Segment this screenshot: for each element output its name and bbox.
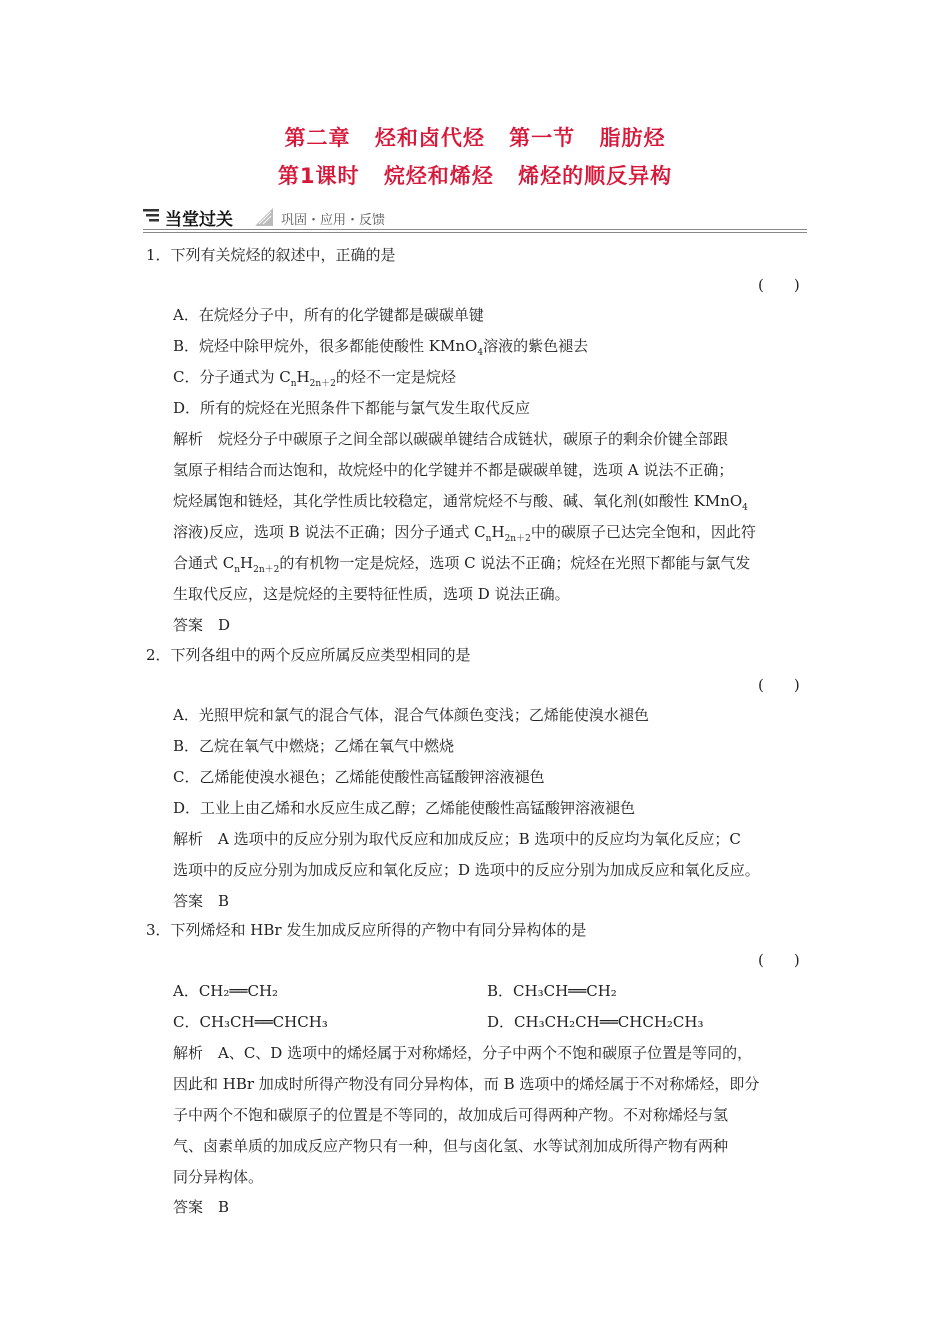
q2-explanation: 选项中的反应分别为加成反应和氧化反应；D 选项中的反应分别为加成反应和氧化反应。 xyxy=(173,861,760,879)
q3-explanation: 气、卤素单质的加成反应产物只有一种，但与卤化氢、水等试剂加成所得产物有两种 xyxy=(173,1137,729,1155)
q1-answer: 答案 D xyxy=(173,616,231,634)
chapter-label: 第二章 xyxy=(284,126,351,150)
q2-stem: 2．下列各组中的两个反应所属反应类型相同的是 xyxy=(146,646,471,664)
q1-option-c: C．分子通式为 $C_nH_{2n+2}$的烃不一定是烷烃 xyxy=(173,368,456,389)
banner-rule xyxy=(143,229,807,230)
lesson-title xyxy=(0,160,950,190)
q1-answer-blank: ( ) xyxy=(758,276,800,294)
section-label: 第一节 xyxy=(509,126,576,150)
q1-option-d: D．所有的烷烃在光照条件下都能与氯气发生取代反应 xyxy=(173,399,531,417)
q1-stem: 1．下列有关烷烃的叙述中，正确的是 xyxy=(146,246,396,264)
section-banner xyxy=(143,205,807,231)
stripes-icon xyxy=(143,208,159,224)
q3-option-b: B．CH₃CH══CH₂ xyxy=(487,982,617,1000)
q2-option-b: B．乙烷在氧气中燃烧；乙烯在氧气中燃烧 xyxy=(173,737,455,755)
banner-title: 当堂过关 xyxy=(165,210,233,230)
q2-answer-blank: ( ) xyxy=(758,676,800,694)
q3-answer-blank: ( ) xyxy=(758,951,800,969)
triangle-icon xyxy=(255,208,273,226)
q1-explanation: 氢原子相结合而达饱和，故烷烃中的化学键并不都是碳碳单键，选项 A 说法不正确； xyxy=(173,461,734,479)
lesson-label: 第1课时 xyxy=(277,164,360,188)
q1-option-a: A．在烷烃分子中，所有的化学键都是碳碳单键 xyxy=(173,306,484,324)
q2-option-d: D．工业上由乙烯和水反应生成乙醇；乙烯能使酸性高锰酸钾溶液褪色 xyxy=(173,799,636,817)
lesson-topic-1: 烷烃和烯烃 xyxy=(383,164,494,188)
q2-explanation: 解析 A 选项中的反应分别为取代反应和加成反应；B 选项中的反应均为氧化反应；C xyxy=(173,830,741,848)
q1-explanation: 烷烃属饱和链烃，其化学性质比较稳定，通常烷烃不与酸、碱、氧化剂(如酸性 KMnO$_4$ xyxy=(173,492,748,513)
q1-explanation: 生取代反应，这是烷烃的主要特征性质，选项 D 说法正确。 xyxy=(173,585,570,603)
chapter-title xyxy=(0,122,950,152)
q1-explanation: 解析 烷烃分子中碳原子之间全部以碳碳单键结合成链状，碳原子的剩余价键全部跟 xyxy=(173,430,729,448)
q2-option-a: A．光照甲烷和氯气的混合气体，混合气体颜色变浅；乙烯能使溴水褪色 xyxy=(173,706,649,724)
q2-answer: 答案 B xyxy=(173,892,230,910)
q3-explanation: 解析 A、C、D 选项中的烯烃属于对称烯烃，分子中两个不饱和碳原子位置是等同的， xyxy=(173,1044,753,1062)
q2-option-c: C．乙烯能使溴水褪色；乙烯能使酸性高锰酸钾溶液褪色 xyxy=(173,768,545,786)
q3-answer: 答案 B xyxy=(173,1198,230,1216)
chapter-name: 烃和卤代烃 xyxy=(374,126,485,150)
banner-subtitle: 巩固・应用・反馈 xyxy=(281,213,386,228)
q3-explanation: 同分异构体。 xyxy=(173,1168,264,1186)
q3-explanation: 因此和 HBr 加成时所得产物没有同分异构体，而 B 选项中的烯烃属于不对称烯烃，即分 xyxy=(173,1075,760,1093)
q1-explanation: 溶液)反应，选项 B 说法不正确；因分子通式 $C_nH_{2n+2}$中的碳原子已达完全饱和，因此符 xyxy=(173,523,756,544)
banner-rule xyxy=(143,232,807,233)
q3-option-d: D．CH₃CH₂CH══CHCH₂CH₃ xyxy=(487,1013,704,1031)
q3-option-c: C．CH₃CH══CHCH₃ xyxy=(173,1013,328,1031)
q3-option-a: A．CH₂══CH₂ xyxy=(173,982,279,1000)
q1-explanation: 合通式 $C_nH_{2n+2}$的有机物一定是烷烃，选项 C 说法不正确；烷烃在光照下都能与氯气发 xyxy=(173,554,751,575)
section-name: 脂肪烃 xyxy=(599,126,666,150)
q3-explanation: 子中两个不饱和碳原子的位置是不等同的，故加成后可得两种产物。不对称烯烃与氢 xyxy=(173,1106,729,1124)
lesson-topic-2: 烯烃的顺反异构 xyxy=(518,164,673,188)
q1-option-b: B．烷烃中除甲烷外，很多都能使酸性 KMnO$_4$溶液的紫色褪去 xyxy=(173,337,589,358)
q3-stem: 3．下列烯烃和 HBr 发生加成反应所得的产物中有同分异构体的是 xyxy=(146,921,587,939)
